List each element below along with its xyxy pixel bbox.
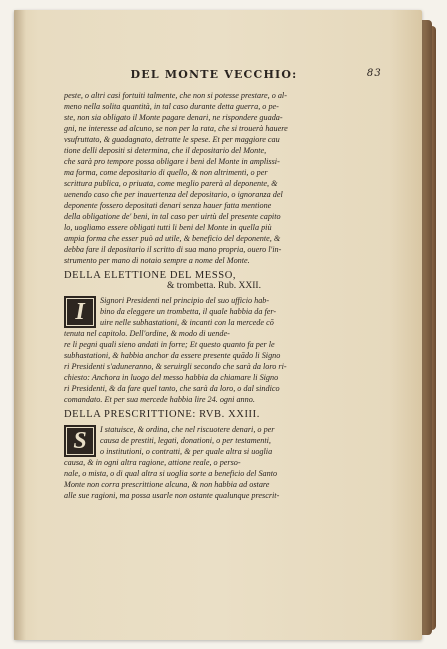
text-line: uenendo caso che per inauertenza del depositario, o ignoranza del bbox=[64, 190, 283, 199]
section-title: DELLA PRESCRITTIONE: RVB. XXIII. bbox=[64, 409, 260, 420]
section-body bbox=[64, 295, 364, 405]
text-line: che sarà pro tempore possa obligare i beni del Monte in amplissi- bbox=[64, 157, 280, 166]
text-line: ri Presidenti s'aduneranno, & seruirgli secondo che sarà da loro ri- bbox=[64, 362, 287, 371]
section-rub-xxii bbox=[64, 270, 364, 405]
paragraph-continuation bbox=[64, 90, 364, 266]
initial-letter: I bbox=[75, 299, 85, 325]
decorated-initial bbox=[64, 296, 96, 328]
text-line: meno nella solita quantità, in tal caso durante detta guerra, o pe- bbox=[64, 102, 279, 111]
text-line: nale, o mista, o di qual altra si uoglia sorte a beneficio del Santo bbox=[64, 469, 278, 478]
text-line: o institutioni, o contratti, & per quale altra si uoglia bbox=[100, 447, 273, 456]
text-line: bino da eleggere un trombetta, il quale habbia da fer- bbox=[100, 307, 277, 316]
text-line: gni, ne interesse ad alcuno, se non per la rata, che si trouerà hauere bbox=[64, 124, 288, 133]
text-line: scrittura publica, o priuata, come meglio parerà al deponente, & bbox=[64, 179, 278, 188]
text-line: uire nelle subhastationi, & incanti con la mercede cō bbox=[100, 318, 274, 327]
text-line: I statuisce, & ordina, che nel riscuotere denari, o per bbox=[100, 425, 275, 434]
section-body bbox=[64, 424, 364, 501]
text-line: ampia forma che esser può ad utile, & beneficio del deponente, & bbox=[64, 234, 281, 243]
text-line: Monte non corra prescrittione alcuna, & non habbia ad ostare bbox=[64, 480, 270, 489]
page-content bbox=[64, 68, 382, 501]
text-line: lo, uogliamo essere obligati tutti li beni del Monte in quella più bbox=[64, 223, 272, 232]
book-page bbox=[14, 10, 422, 640]
text-line: comandato. Et per sua mercede habbia lire 24. ogni anno. bbox=[64, 395, 255, 404]
text-line: chiesto: Anchora in luogo del messo habbia da chiamare li Signo bbox=[64, 373, 279, 382]
text-line: strumento per mano di notaio sempre a nome del Monte. bbox=[64, 256, 250, 265]
text-line: della obligatione de' beni, in tal caso per uirtù del presente capito bbox=[64, 212, 281, 221]
text-line: vsufruttato, & guadagnato, detratte le spese. Et per maggiore cau bbox=[64, 135, 280, 144]
text-line: causa, & in ogni altra ragione, attione reale, o perso- bbox=[64, 458, 241, 467]
section-title: DELLA ELETTIONE DEL MESSO, bbox=[64, 270, 237, 281]
text-line: ri Presidenti, & da fare quel tanto, che sarà da loro, o dal sindico bbox=[64, 384, 280, 393]
text-line: re li pegni quali sieno andati in forre; Et questo quanto fa per le bbox=[64, 340, 275, 349]
text-line: causa de prestiti, legati, donationi, o per testamenti, bbox=[100, 436, 271, 445]
text-line: Signori Presidenti nel principio del suo ufficio hab- bbox=[100, 296, 270, 305]
decorated-initial bbox=[64, 425, 96, 457]
section-subtitle: & trombetta. Rub. XXII. bbox=[167, 281, 261, 291]
page-number: 83 bbox=[366, 68, 382, 79]
text-line: peste, o altri casi fortuiti talmente, che non si potesse prestare, o al- bbox=[64, 91, 287, 100]
text-line: ma forma, come depositario di quello, & non altrimenti, o per bbox=[64, 168, 268, 177]
running-head-title: DEL MONTE VECCHIO: bbox=[130, 68, 298, 81]
running-head bbox=[64, 68, 382, 86]
section-rub-xxiii bbox=[64, 409, 364, 501]
text-line: deponente fossero depositati denari senza hauer fatta mentione bbox=[64, 201, 272, 210]
text-line: subhastationi, & habbia anchor da essere presente quādo li Signo bbox=[64, 351, 281, 360]
text-line: ste, non sia obligato il Monte pagare denari, ne rispondere guada- bbox=[64, 113, 283, 122]
text-line: debba fare il depositario il scritto di sua mano propria, ouero l'in- bbox=[64, 245, 282, 254]
initial-letter: S bbox=[73, 428, 87, 454]
text-line: tenuta nel capitolo. Dell'ordine, & modo di uende- bbox=[64, 329, 230, 338]
text-line: tione delli depositi si determina, che il depositario del Monte, bbox=[64, 146, 267, 155]
text-line: alle sue ragioni, ma possa usarle non ostante qualunque prescrit- bbox=[64, 491, 280, 500]
